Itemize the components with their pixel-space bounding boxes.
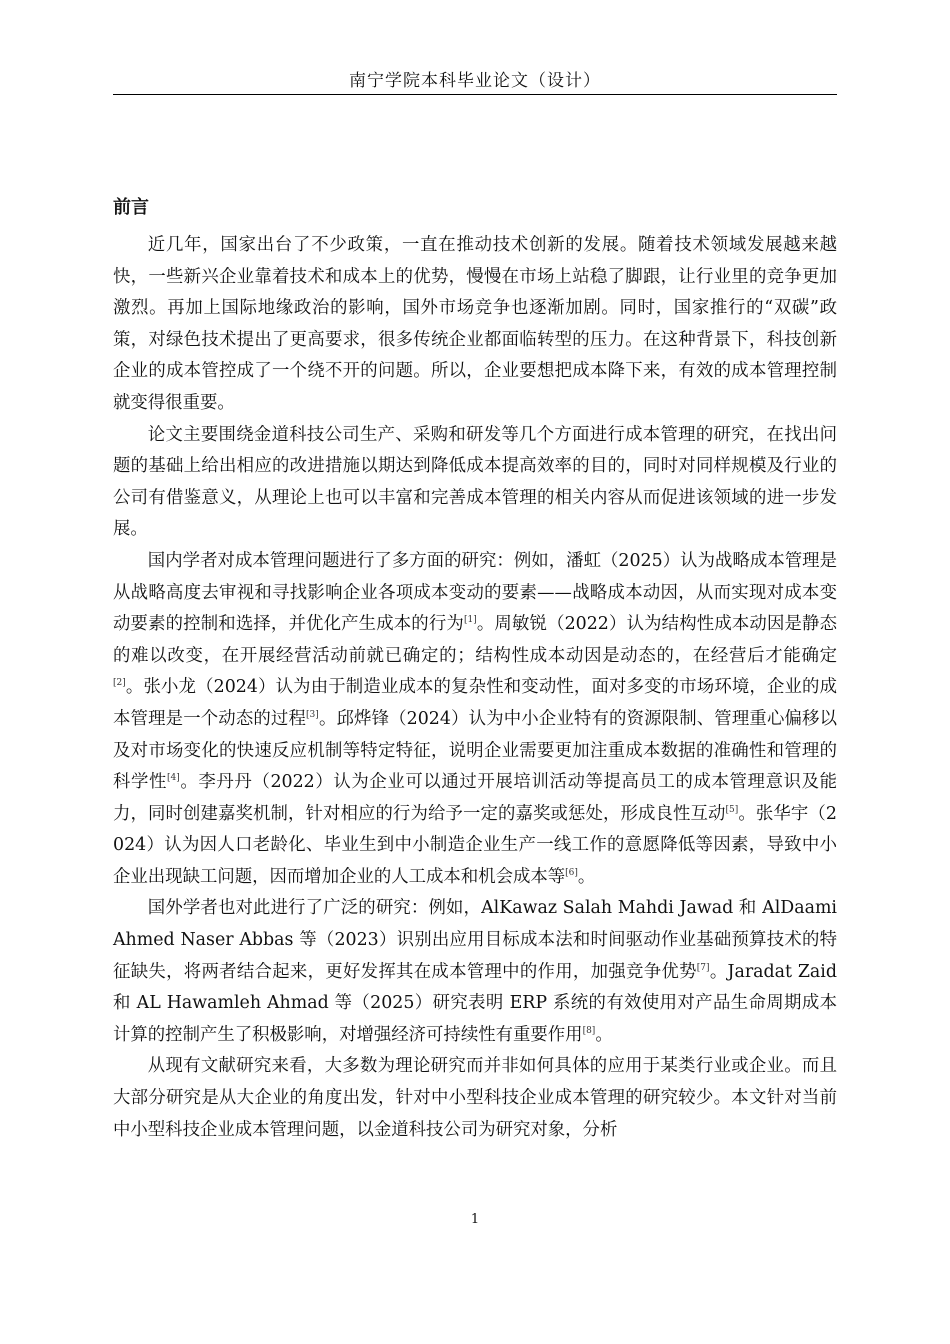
paragraph — [113, 420, 837, 546]
text-run: 近几年，国家出台了不少政策，一直在推动技术创新的发展。随着技术领域发展越来越快，一些新兴企业靠着技术和成本上的优势，慢慢在市场上站稳了脚跟，让行业里的竞争更加激烈。再加上国际地缘政治的影响，国外市场竞争也逐渐加剧。同时，国家推行的“双碳”政策，对绿色技术提出了更高要求，很多传统企业都面临转型的压力。在这种背景下，科技创新企业的成本管控成了一个绕不开的问题。所以，企业要想把成本降下来，有效的成本管理控制就变得很重要。 — [113, 235, 837, 413]
text-run: 从现有文献研究来看，大多数为理论研究而并非如何具体的应用于某类行业或企业。而且大部分研究是从大企业的角度出发，针对中小型科技企业成本管理的研究较少。本文针对当前中小型科技企业成本管理问题，以金道科技公司为研究对象，分析 — [113, 1056, 837, 1140]
text-run: 国内学者对成本管理问题进行了多方面的研究：例如，潘虹（2025）认为战略成本管理是从战略高度去审视和寻找影响企业各项成本变动的要素——战略成本动因，从而实现对成本变动要素的控制和选择，并优化产生成本的行为 — [113, 550, 837, 635]
citation-marker: [4] — [167, 773, 180, 784]
citation-marker: [8] — [582, 1026, 596, 1037]
text-run: 。 — [595, 1024, 613, 1045]
paragraph — [113, 546, 837, 894]
text-run: 论文主要围绕金道科技公司生产、采购和研发等几个方面进行成本管理的研究，在找出问题的基础上给出相应的改进措施以期达到降低成本提高效率的目的，同时对同样规模及行业的公司有借鉴意义，从理论上也可以丰富和完善成本管理的相关内容从而促进该领域的进一步发展。 — [113, 424, 837, 540]
text-run: 。邱烨锋（2024）认为中小企业特有的资源限制、管理重心偏移以及对市场变化的快速反应机制等特定特征，说明企业需要更加注重成本数据的准确性和管理的科学性 — [113, 708, 837, 793]
text-run: 。张小龙（2024）认为由于制造业成本的复杂性和变动性，面对多变的市场环境，企业的成本管理是一个动态的过程 — [113, 677, 837, 729]
section-heading: 前言 — [113, 197, 149, 218]
header-rule — [113, 94, 837, 95]
body-text — [113, 230, 837, 1146]
paragraph — [113, 893, 837, 1051]
citation-marker: [2] — [113, 678, 126, 689]
paragraph — [113, 1051, 837, 1146]
citation-marker: [7] — [696, 962, 710, 973]
citation-marker: [3] — [306, 710, 319, 721]
paragraph — [113, 230, 837, 420]
citation-marker: [5] — [725, 804, 739, 815]
citation-marker: [6] — [565, 868, 578, 879]
page-number: 1 — [470, 1212, 480, 1227]
running-header: 南宁学院本科毕业论文（设计） — [349, 71, 601, 91]
citation-marker: [1] — [463, 615, 477, 626]
text-run: 。李丹丹（2022）认为企业可以通过开展培训活动等提高员工的成本管理意识及能力，同时创建嘉奖机制，针对相应的行为给予一定的嘉奖或惩处，形成良性互动 — [113, 772, 837, 824]
text-run: 。周敏锐（2022）认为结构性成本动因是静态的难以改变，在开展经营活动前就已确定的；结构性成本动因是动态的，在经营后才能确定 — [113, 614, 837, 666]
text-run: 。 — [577, 866, 596, 887]
text-run: 国外学者也对此进行了广泛的研究：例如，AlKawaz Salah Mahdi Jawad 和 AlDaami Ahmed Naser Abbas 等（2023）识别出应用目标成本法和时间驱动作业基础预算技术的特征缺失，将两者结合起来，更好发挥其在成本管理中的作用，加强竞争优势 — [113, 898, 837, 982]
text-run: 。Jaradat Zaid 和 AL Hawamleh Ahmad 等（2025）研究表明 ERP 系统的有效使用对产品生命周期成本计算的控制产生了积极影响，对增强经济可持续性有重要作用 — [113, 961, 837, 1045]
text-run: 。张华宇（2024）认为因人口老龄化、毕业生到中小制造企业生产一线工作的意愿降低等因素，导致中小企业出现缺工问题，因而增加企业的人工成本和机会成本等 — [113, 803, 837, 887]
